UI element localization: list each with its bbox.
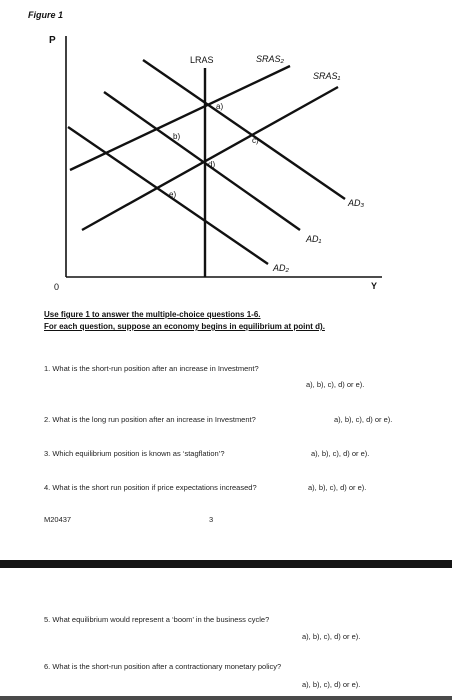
figure-title: Figure 1 — [28, 10, 64, 20]
sras2-label: SRAS₂ — [256, 54, 284, 64]
question-1-options: a), b), c), d) or e). — [306, 380, 365, 389]
question-1: 1. What is the short-run position after an increase in Investment? — [44, 364, 259, 373]
sras2-line — [70, 66, 290, 170]
y-axis-label: P — [49, 35, 56, 46]
instruction-line-2: For each question, suppose an economy begins in equilibrium at point d). — [44, 322, 325, 331]
point-e-label: e) — [169, 190, 177, 199]
question-2: 2. What is the long run position after an increase in Investment? — [44, 415, 256, 424]
ad1-label: AD₁ — [306, 234, 322, 244]
sras1-label: SRAS₁ — [313, 71, 341, 81]
ad1-line — [104, 92, 300, 230]
ad2-line — [68, 127, 268, 264]
lras-label: LRAS — [190, 55, 214, 65]
question-5: 5. What equilibrium would represent a ‘boom’ in the business cycle? — [44, 615, 270, 624]
question-4: 4. What is the short run position if price expectations increased? — [44, 483, 257, 492]
instruction-line-1: Use figure 1 to answer the multiple-choice questions 1-6. — [44, 310, 261, 319]
document-code: M20437 — [44, 515, 72, 524]
origin-label: 0 — [54, 282, 60, 292]
question-6-options: a), b), c), d) or e). — [302, 680, 361, 689]
bottom-edge — [0, 696, 452, 700]
point-d-label: d) — [208, 160, 216, 169]
page-number: 3 — [209, 515, 214, 524]
question-6: 6. What is the short-run position after a contractionary monetary policy? — [44, 662, 282, 671]
question-4-options: a), b), c), d) or e). — [308, 483, 367, 492]
question-5-options: a), b), c), d) or e). — [302, 632, 361, 641]
point-c-label: c) — [252, 136, 259, 145]
x-axis-label: Y — [371, 281, 378, 291]
question-3-options: a), b), c), d) or e). — [311, 449, 370, 458]
ad-as-diagram — [0, 0, 452, 300]
page-break — [0, 560, 452, 568]
point-a-label: a) — [216, 102, 224, 111]
question-2-options: a), b), c), d) or e). — [334, 415, 393, 424]
ad2-label: AD₂ — [273, 263, 289, 273]
question-3: 3. Which equilibrium position is known as ‘stagflation’? — [44, 449, 225, 458]
sras1-line — [82, 87, 338, 230]
point-b-label: b) — [173, 132, 181, 141]
ad3-label: AD₃ — [348, 198, 365, 208]
